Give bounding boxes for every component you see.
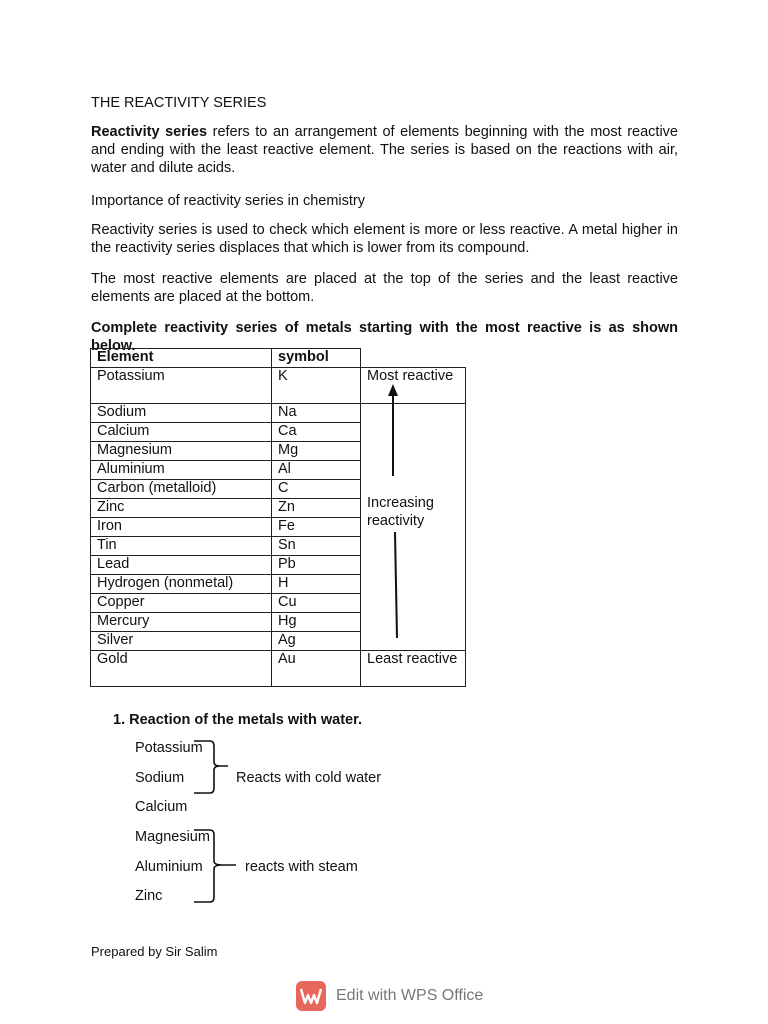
section-title: 1. Reaction of the metals with water. [113, 712, 362, 728]
element-cell: Mercury [91, 613, 272, 632]
wps-logo-icon [296, 981, 326, 1011]
symbol-cell: Zn [272, 499, 361, 518]
element-cell: Aluminium [91, 461, 272, 480]
element-cell: Potassium [91, 368, 272, 404]
metal-item: Aluminium [135, 859, 203, 875]
metal-item: Potassium [135, 740, 203, 756]
element-cell: Sodium [91, 404, 272, 423]
symbol-cell: C [272, 480, 361, 499]
symbol-cell: Na [272, 404, 361, 423]
wps-edit-label: Edit with WPS Office [336, 987, 484, 1004]
table-row [91, 651, 466, 687]
steam-brace-icon [192, 827, 242, 907]
reactivity-arrow [360, 380, 430, 645]
symbol-cell: Al [272, 461, 361, 480]
metal-item: Sodium [135, 770, 185, 786]
symbol-cell: Hg [272, 613, 361, 632]
most-reactive-label: Most reactive [361, 368, 466, 404]
definition-text: refers to an arrangement of elements beginning with the most reactive and ending with the least reactive element. The series is based on the reactions with air, water and dilute acids. [91, 124, 678, 176]
definition-paragraph [91, 123, 678, 177]
element-cell: Carbon (metalloid) [91, 480, 272, 499]
wps-edit-link[interactable] [296, 981, 483, 1011]
document-heading: THE REACTIVITY SERIES [91, 95, 267, 111]
arrow-shaft-lower [395, 532, 397, 638]
arrow-up-icon [388, 384, 398, 476]
element-cell: Calcium [91, 423, 272, 442]
cold-water-brace-icon [192, 738, 232, 798]
symbol-cell: H [272, 575, 361, 594]
symbol-cell: Fe [272, 518, 361, 537]
header-element: Element [91, 349, 272, 368]
element-cell: Copper [91, 594, 272, 613]
importance-subheading: Importance of reactivity series in chemistry [91, 193, 365, 209]
increasing-reactivity-label: Increasing reactivity [367, 495, 434, 529]
symbol-cell: Au [272, 651, 361, 687]
author-note: Prepared by Sir Salim [91, 944, 218, 959]
symbol-cell: Sn [272, 537, 361, 556]
element-cell: Hydrogen (nonmetal) [91, 575, 272, 594]
term-bold: Reactivity series [91, 124, 208, 140]
symbol-cell: Mg [272, 442, 361, 461]
element-cell: Zinc [91, 499, 272, 518]
symbol-cell: Pb [272, 556, 361, 575]
element-cell: Tin [91, 537, 272, 556]
symbol-cell: Ag [272, 632, 361, 651]
element-cell: Magnesium [91, 442, 272, 461]
metal-item: Calcium [135, 799, 188, 815]
steam-label: reacts with steam [245, 859, 358, 875]
element-cell: Lead [91, 556, 272, 575]
symbol-cell: Cu [272, 594, 361, 613]
header-symbol: symbol [272, 349, 361, 368]
metal-item: Magnesium [135, 829, 210, 845]
element-cell: Iron [91, 518, 272, 537]
placement-paragraph: The most reactive elements are placed at the top of the series and the least reactive elements are placed at the bottom. [91, 271, 678, 305]
series-subheading: Complete reactivity series of metals starting with the most reactive is as shown below. [91, 320, 678, 354]
cold-water-label: Reacts with cold water [236, 770, 382, 786]
element-cell: Gold [91, 651, 272, 687]
importance-paragraph: Reactivity series is used to check which element is more or less reactive. A metal higher in the reactivity series displaces that which is lower from its compound. [91, 222, 678, 256]
symbol-cell: K [272, 368, 361, 404]
element-cell: Silver [91, 632, 272, 651]
least-reactive-label: Least reactive [361, 651, 466, 687]
empty-corner [361, 349, 466, 368]
symbol-cell: Ca [272, 423, 361, 442]
metal-item: Zinc [135, 888, 163, 904]
table-header-row [91, 349, 466, 368]
